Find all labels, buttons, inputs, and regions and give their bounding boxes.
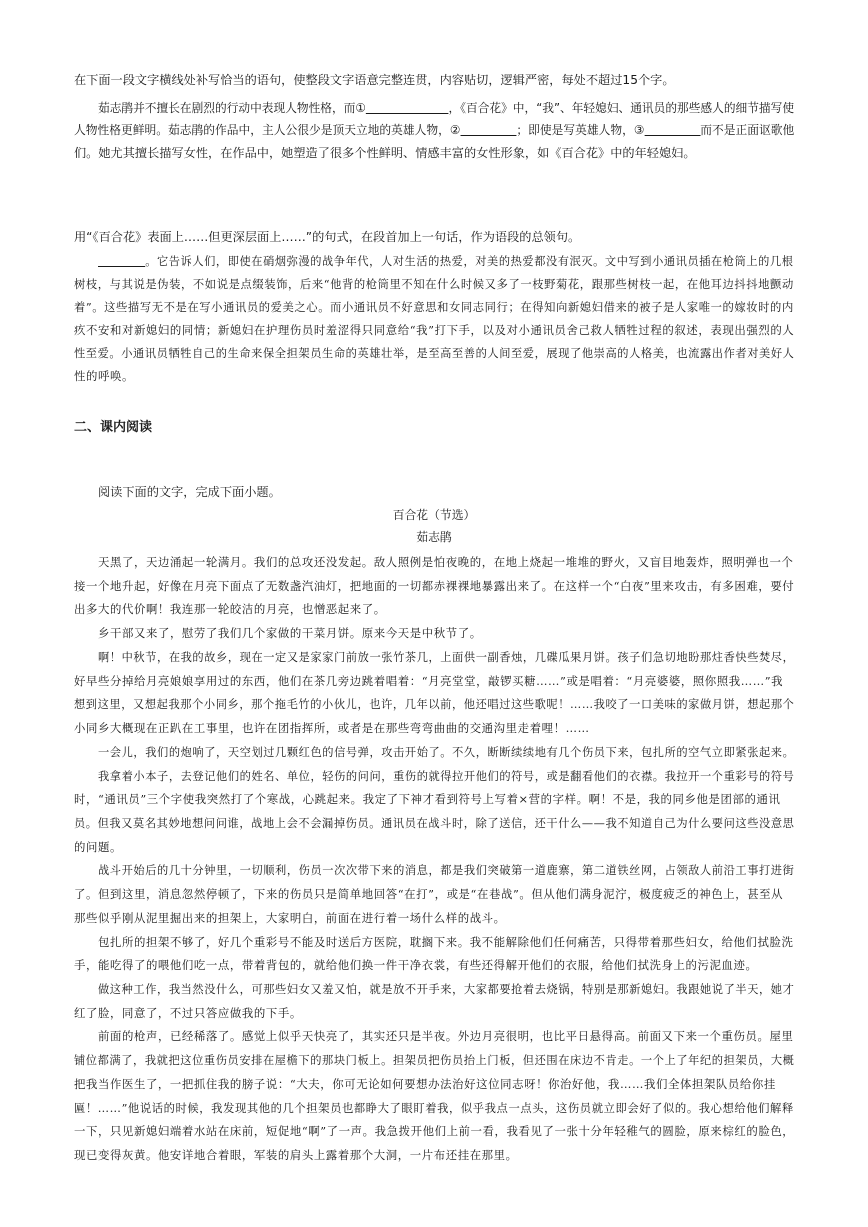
passage-text: 。它告诉人们，即使在硝烟弥漫的战争年代，人对生活的热爱，对美的热爱都没有泯灭。文中写到小通讯员插在枪筒上的几根 [145, 254, 794, 268]
article-line: 啊！中秋节，在我的故乡，现在一定又是家家门前放一张竹茶几，上面供一副香烛，几碟瓜果月饼。孩子们急切地盼那炷香快些焚尽， [98, 649, 795, 664]
article-line: 战斗开始后的几十分钟里，一切顺利，伤员一次次带下来的消息，都是我们突破第一道鹿寨，第二道铁丝网，占领敌人前沿工事打进街 [98, 863, 795, 878]
article-line: 好早些分掉给月亮娘娘享用过的东西，他们在茶几旁边跳着唱着：“月亮堂堂，敲锣买糖……”或是唱着：“月亮婆婆，照你照我……”我 [74, 673, 784, 688]
article-line: 一会儿，我们的炮响了，天空划过几颗红色的信号弹，攻击开始了。不久，断断续续地有几个伤员下来，包扎所的空气立即紧张起来。 [98, 744, 795, 759]
article-title: 百合花（节选） [392, 508, 476, 522]
passage-line: 疚不安和对新媳妇的同情；新媳妇在护理伤员时羞涩得只同意给“我”打下手，以及对小通讯员舍己救人牺牲过程的叙述，表现出强烈的人 [74, 323, 795, 337]
article-line: 接一个地升起，好像在月亮下面点了无数盏汽油灯，把地面的一切都赤裸裸地暴露出来了。在这样一个“白夜”里来攻击，有多困难，要付 [74, 578, 795, 593]
reading-instruction: 阅读下面的文字，完成下面小题。 [98, 485, 281, 499]
passage-line: 树枝，与其说是伪装，不如说是点缀装饰，后来“他背的枪筒里不知在什么时候又多了一枝野菊花，跟那些树枝一起，在他耳边抖抖地颤动 [74, 277, 794, 291]
article-line: 前面的枪声，已经稀落了。感觉上似乎天快亮了，其实还只是半夜。外边月亮很明，也比平日悬得高。前面又下来一个重伤员。屋里 [98, 1029, 794, 1044]
article-line: 手，能吃得了的喂他们吃一点，带着背包的，就给他们换一件干净衣裳，有些还得解开他们的衣服，给他们拭洗身上的污泥血迹。 [74, 958, 758, 973]
section-heading: 二、课内阅读 [74, 420, 153, 435]
article-line: 员。但我又莫名其妙地想问问谁，战地上会不会漏掉伤员。通讯员在战斗时，除了送信，还干什么——我不知道自己为什么要问这些没意思 [74, 815, 795, 830]
article-line: 想到这里，又想起我那个小同乡，那个拖毛竹的小伙儿，也许，几年以前，他还唱过这些歌呢！……我咬了一口美味的家做月饼，想起那个 [74, 697, 795, 712]
task2-instruction: 用“《百合花》表面上……但更深层面上……”的句式，在段首加上一句话，作为语段的总领句。 [74, 230, 581, 244]
article-line: 一下，只见新媳妇端着水站在床前，短促地“啊”了一声。我急拨开他们上前一看，我看见了一张十分年轻稚气的圆脸，原来棕红的脸色， [74, 1124, 795, 1139]
article-line: 把我当作医生了，一把抓住我的膀子说：“大夫，你可无论如何要想办法治好这位同志呀！你治好他，我……我们全体担架队员给你挂 [74, 1076, 776, 1091]
article-line: 天黑了，天边涌起一轮满月。我们的总攻还没发起。敌人照例是怕夜晚的，在地上烧起一堆堆的野火，又盲目地轰炸，照明弹也一个 [98, 555, 794, 569]
article-line: 做这种工作，我当然没什么，可那些妇女又羞又怕，就是放不开手来，大家都要抢着去烧锅，特别是那新媳妇。我跟她说了半天，她才 [98, 982, 795, 996]
passage-line [98, 98, 794, 118]
passage-line [98, 251, 794, 271]
article-line: 了。但到这里，消息忽然停顿了，下来的伤员只是简单地回答“在打”，或是“在巷战”。但从他们满身泥泞，极度疲乏的神色上，甚至从 [74, 887, 784, 902]
task-instruction: 在下面一段文字横线处补写恰当的语句，使整段文字语意完整连贯，内容贴切，逻辑严密，每处不超过15个字。 [74, 73, 675, 87]
article-line: 那些似乎刚从泥里掘出来的担架上，大家明白，前面在进行着一场什么样的战斗。 [74, 910, 506, 925]
answer-blank-3[interactable] [644, 122, 700, 136]
passage-text: ；即使是写英雄人物，③ [516, 123, 645, 137]
passage-line: 性至爱。小通讯员牺牲自己的生命来保全担架员生命的英雄壮举，是至高至善的人间至爱，展现了他崇高的人格美，也流露出作者对美好人 [74, 346, 795, 360]
article-line: 乡干部又来了，慰劳了我们几个家做的干菜月饼。原来今天是中秋节了。 [98, 626, 482, 641]
answer-blank-2[interactable] [460, 122, 516, 136]
passage-text: 而不是正面讴歌他 [700, 123, 795, 137]
answer-blank-1[interactable] [366, 100, 449, 114]
article-line: 出多大的代价啊！我连那一轮皎洁的月亮，也憎恶起来了。 [74, 602, 386, 617]
passage-text: 茹志鹃并不擅长在剧烈的行动中表现人物性格，而① [98, 101, 366, 115]
article-line: 我拿着小本子，去登记他们的姓名、单位，轻伤的问问，重伤的就得拉开他们的符号，或是翻看他们的衣襟。我拉开一个重彩号的符号 [98, 768, 795, 783]
article-line: 铺位都满了，我就把这位重伤员安排在屋檐下的那块门板上。担架员把伤员抬上门板，但还围在床边不肯走。一个上了年纪的担架员，大概 [74, 1053, 795, 1068]
article-line: 匾！……”他说话的时候，我发现其他的几个担架员也都睁大了眼盯着我，似乎我点一点头，这伤员就立即会好了似的。我心想给他们解释 [74, 1100, 794, 1115]
article-line: 时，“通讯员”三个字使我突然打了个寒战，心跳起来。我定了下神才看到符号上写着×营的字样。啊！不是，我的同乡他是团部的通讯 [74, 792, 781, 807]
passage-line [74, 120, 794, 140]
article-line: 的问题。 [74, 839, 122, 854]
article-line: 现已变得灰黄。他安详地合着眼，军装的肩头上露着那个大洞，一片布还挂在那里。 [74, 1148, 518, 1162]
answer-blank-summary[interactable] [98, 253, 145, 267]
passage-text: ，《百合花》中，“我”、年轻媳妇、通讯员的那些感人的细节描写使 [448, 101, 795, 115]
article-line: 包扎所的担架不够了，好几个重彩号不能及时送后方医院，耽搁下来。我不能解除他们任何痛苦，只得带着那些妇女，给他们拭脸洗 [98, 934, 794, 949]
passage-line: 性的呼唤。 [74, 369, 134, 383]
passage-line: 们。她尤其擅长描写女性，在作品中，她塑造了很多个性鲜明、情感丰富的女性形象，如《百合花》中的年轻媳妇。 [74, 146, 696, 160]
article-author: 茹志鹃 [416, 530, 452, 544]
passage-text: 人物性格更鲜明。茹志鹃的作品中，主人公很少是顶天立地的英雄人物，② [74, 123, 461, 137]
passage-line: 着”。这些描写无不是在写小通讯员的爱美之心。而小通讯员不好意思和女同志同行；在得知向新媳妇借来的被子是人家唯一的嫁妆时的内 [74, 300, 794, 314]
article-line: 红了脸，同意了，不过只答应做我的下手。 [74, 1005, 302, 1020]
article-line: 小同乡大概现在正趴在工事里，也许在团指挥所，或者是在那些弯弯曲曲的交通沟里走着哩！…… [74, 721, 590, 735]
